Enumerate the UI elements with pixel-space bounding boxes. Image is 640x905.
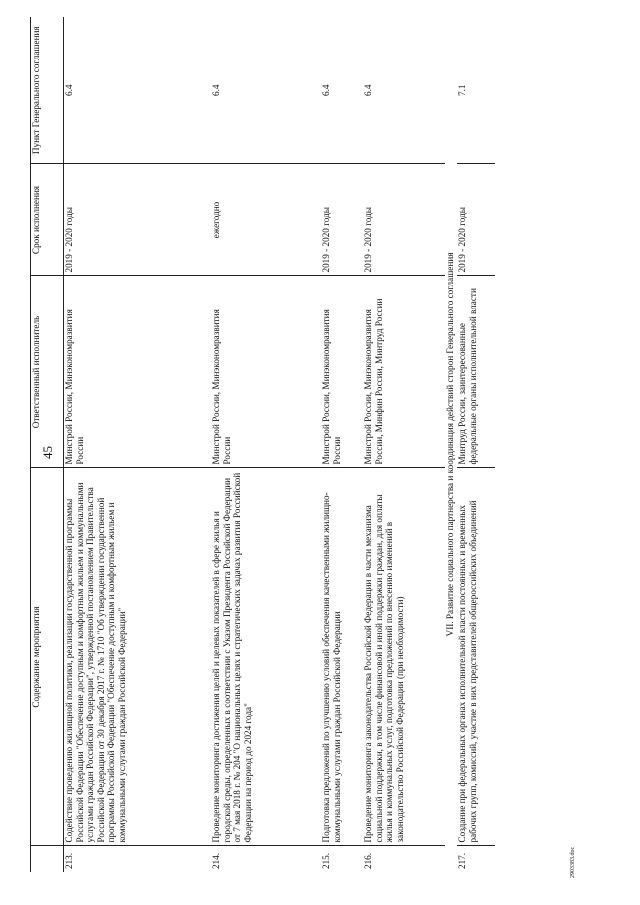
row-content: Содействие проведению жилищной политики, реализации государственной программы Российской Федерации "Обеспечение доступным и комфортным жильем и коммунальными услугами граждан Российской Федерации", утвержденной постановлением Правительства Российской Федерации от 30 декабря 2017 г. № 1710 "Об утверждении государственной программы Российской Федерации "Обеспечение доступным и комфортным жильем и коммунальными услугами граждан Российской Федерации" bbox=[64, 468, 212, 846]
row-number: 217. bbox=[457, 852, 467, 869]
row-deadline: 2019 - 2020 годы bbox=[64, 164, 212, 276]
row-responsible: Минтруд России, заинтересованные федеральные органы исполнительной власти bbox=[457, 276, 495, 468]
header-num bbox=[31, 846, 64, 872]
row-deadline: ежегодно bbox=[211, 164, 321, 276]
row-point: 7.1 bbox=[457, 17, 495, 164]
header-content: Содержание мероприятия bbox=[31, 468, 64, 846]
row-deadline: 2019 - 2020 годы bbox=[363, 164, 445, 276]
row-point: 6.4 bbox=[321, 17, 363, 164]
section-heading-row bbox=[445, 17, 457, 872]
row-content: Проведение мониторинга достижения целей и целевых показателей в сфере жилья и городской среды, определенных в соответствии с Указом Президента Российской Федерации от 7 мая 2018 г. № 204 "О национальных целях и стратегических задачах развития Российской Федерации на период до 2024 года" bbox=[211, 468, 321, 846]
row-number: 214. bbox=[211, 852, 221, 869]
measures-table bbox=[30, 17, 495, 872]
row-responsible: Минстрой России, Минэкономразвития России bbox=[211, 276, 321, 468]
table-row bbox=[64, 17, 212, 872]
table-header-row bbox=[31, 17, 64, 872]
row-responsible: Минстрой России, Минэкономразвития России bbox=[321, 276, 363, 468]
row-number: 213. bbox=[64, 852, 74, 869]
header-responsible: Ответственный исполнитель bbox=[31, 276, 64, 468]
table-row bbox=[363, 17, 445, 872]
header-deadline: Срок исполнения bbox=[31, 164, 64, 276]
row-deadline: 2019 - 2020 годы bbox=[457, 164, 495, 276]
row-number: 215. bbox=[321, 852, 331, 869]
row-content: Подготовка предложений по улучшению условий обеспечения качественными жилищно-коммунальными услугами граждан Российской Федерации bbox=[321, 468, 363, 846]
section-heading: VII. Развитие социального партнерства и координация действий сторон Генерального соглашения bbox=[445, 252, 455, 637]
header-point: Пункт Генерального соглашения bbox=[31, 17, 64, 164]
row-point: 6.4 bbox=[211, 17, 321, 164]
table-row bbox=[457, 17, 495, 872]
row-point: 6.4 bbox=[64, 17, 212, 164]
row-responsible: Минстрой России, Минэкономразвития России, Минфин России, Минтруд России bbox=[363, 276, 445, 468]
row-deadline: 2019 - 2020 годы bbox=[321, 164, 363, 276]
row-content: Проведение мониторинга законодательства Российской Федерации в части механизма социальной поддержки, в том числе финансовой и иной поддержки граждан, для оплаты жилья и коммунальных услуг, подготовка предложений по внесению изменений в законодательство Российской Федерации (при необходимости) bbox=[363, 468, 445, 846]
row-point: 6.4 bbox=[363, 17, 445, 164]
page-number: 45 bbox=[40, 446, 55, 459]
file-reference: 2903383.doc bbox=[570, 846, 576, 878]
table-row bbox=[211, 17, 321, 872]
row-content: Создание при федеральных органах исполнительной власти постоянных и временных рабочих групп, комиссий, участие в них представителей общероссийских объединений bbox=[457, 468, 495, 846]
row-responsible: Минстрой России, Минэкономразвития России bbox=[64, 276, 212, 468]
table-row bbox=[321, 17, 363, 872]
row-number: 216. bbox=[363, 852, 373, 869]
